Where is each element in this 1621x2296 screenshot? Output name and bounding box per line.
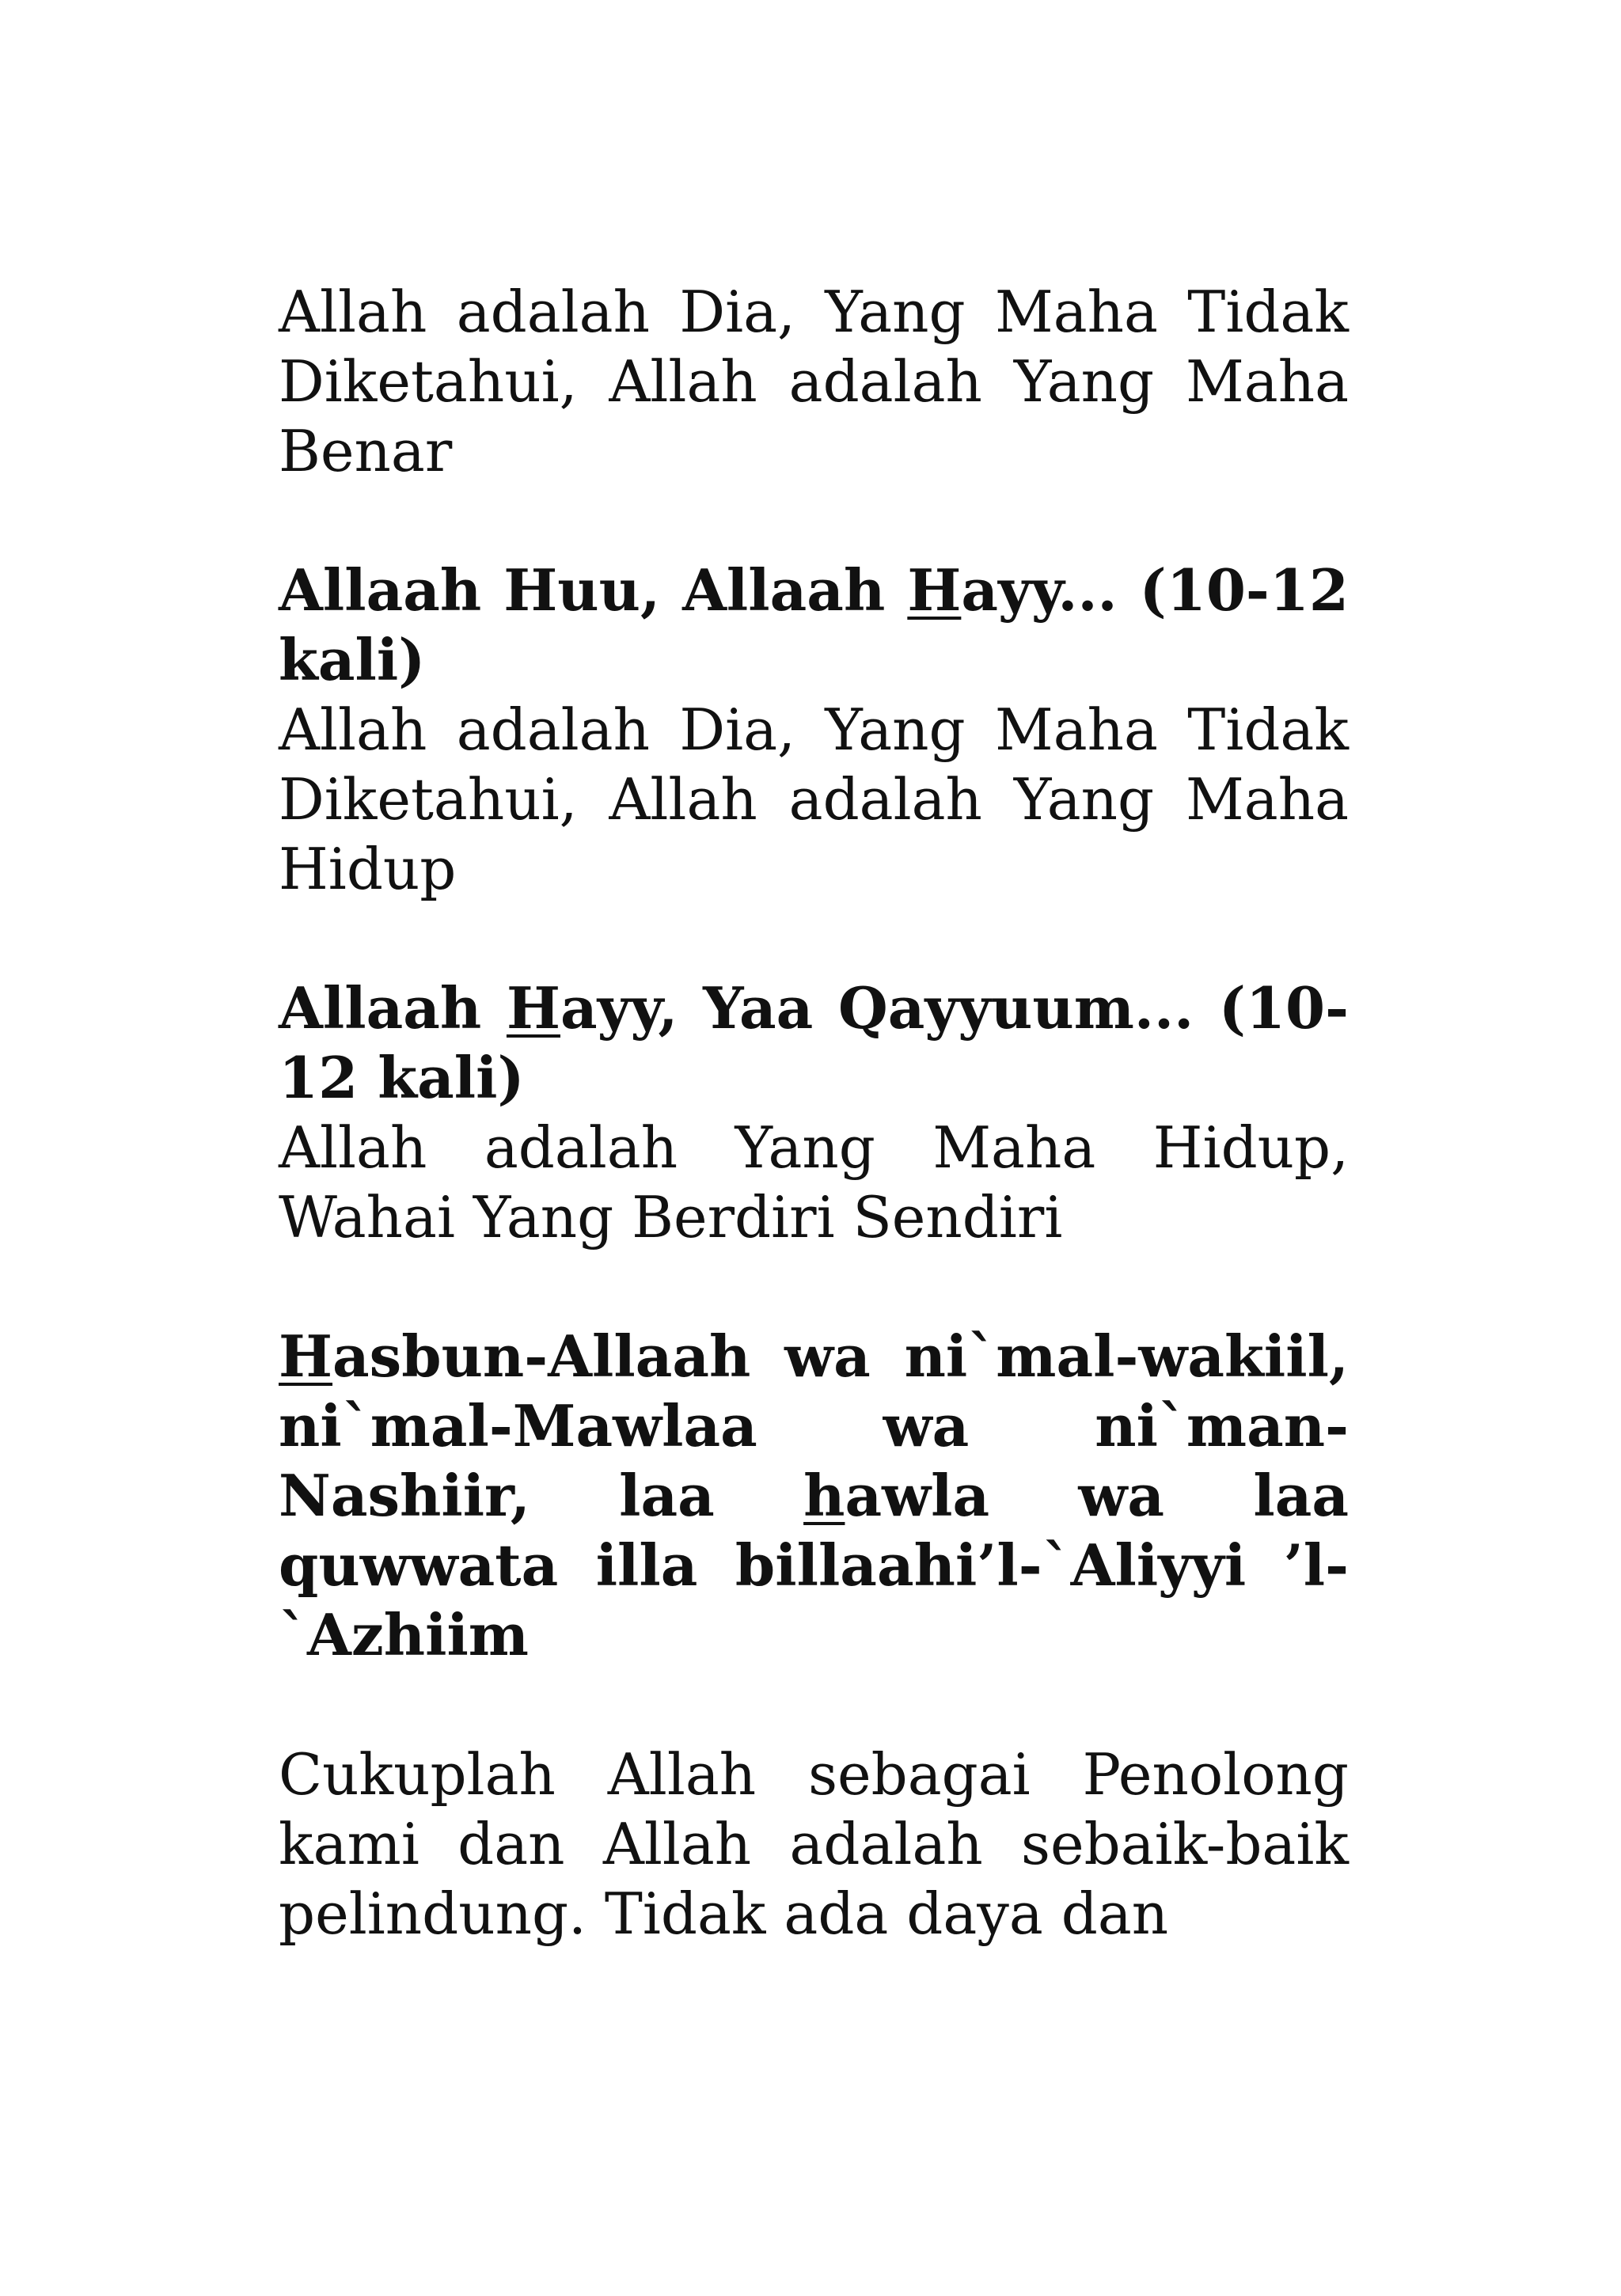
dhikr-allaah-hayy <box>279 973 1349 1113</box>
dhikr-text: ayy, Yaa Qayyuum... (10-12 kali) <box>279 974 1349 1111</box>
document-page <box>279 277 1349 1949</box>
dhikr-text: asbun-Allaah wa ni`mal-wakiil, ni`mal-Mawlaa wa ni`man-Nashiir, laa <box>279 1323 1349 1529</box>
dhikr-text: Allaah <box>279 974 507 1042</box>
dhikr-allaah-huu <box>279 556 1349 695</box>
underlined-letter: H <box>907 556 962 624</box>
underlined-letter: H <box>279 1323 333 1390</box>
translation-cukuplah: Cukuplah Allah sebagai Penolong kami dan Allah adalah sebaik-baik pelindung. Tidak ada daya dan <box>279 1741 1349 1947</box>
dhikr-text: ayy... (10-12 kali) <box>279 556 1349 693</box>
underlined-letter: H <box>506 974 560 1042</box>
translation-benar: Allah adalah Dia, Yang Maha Tidak Diketahui, Allah adalah Yang Maha Benar <box>279 279 1349 484</box>
dhikr-text: awla wa laa quwwata illa billaahi’l-`Aliyyi ’l-`Azhiim <box>279 1462 1349 1668</box>
underlined-letter: h <box>803 1462 845 1529</box>
dhikr-hasbun-allaah <box>279 1322 1349 1670</box>
translation-berdiri-sendiri: Allah adalah Yang Maha Hidup, Wahai Yang Berdiri Sendiri <box>279 1114 1349 1250</box>
dhikr-text: Allaah Huu, Allaah <box>279 556 908 624</box>
translation-hidup: Allah adalah Dia, Yang Maha Tidak Diketahui, Allah adalah Yang Maha Hidup <box>279 696 1349 902</box>
